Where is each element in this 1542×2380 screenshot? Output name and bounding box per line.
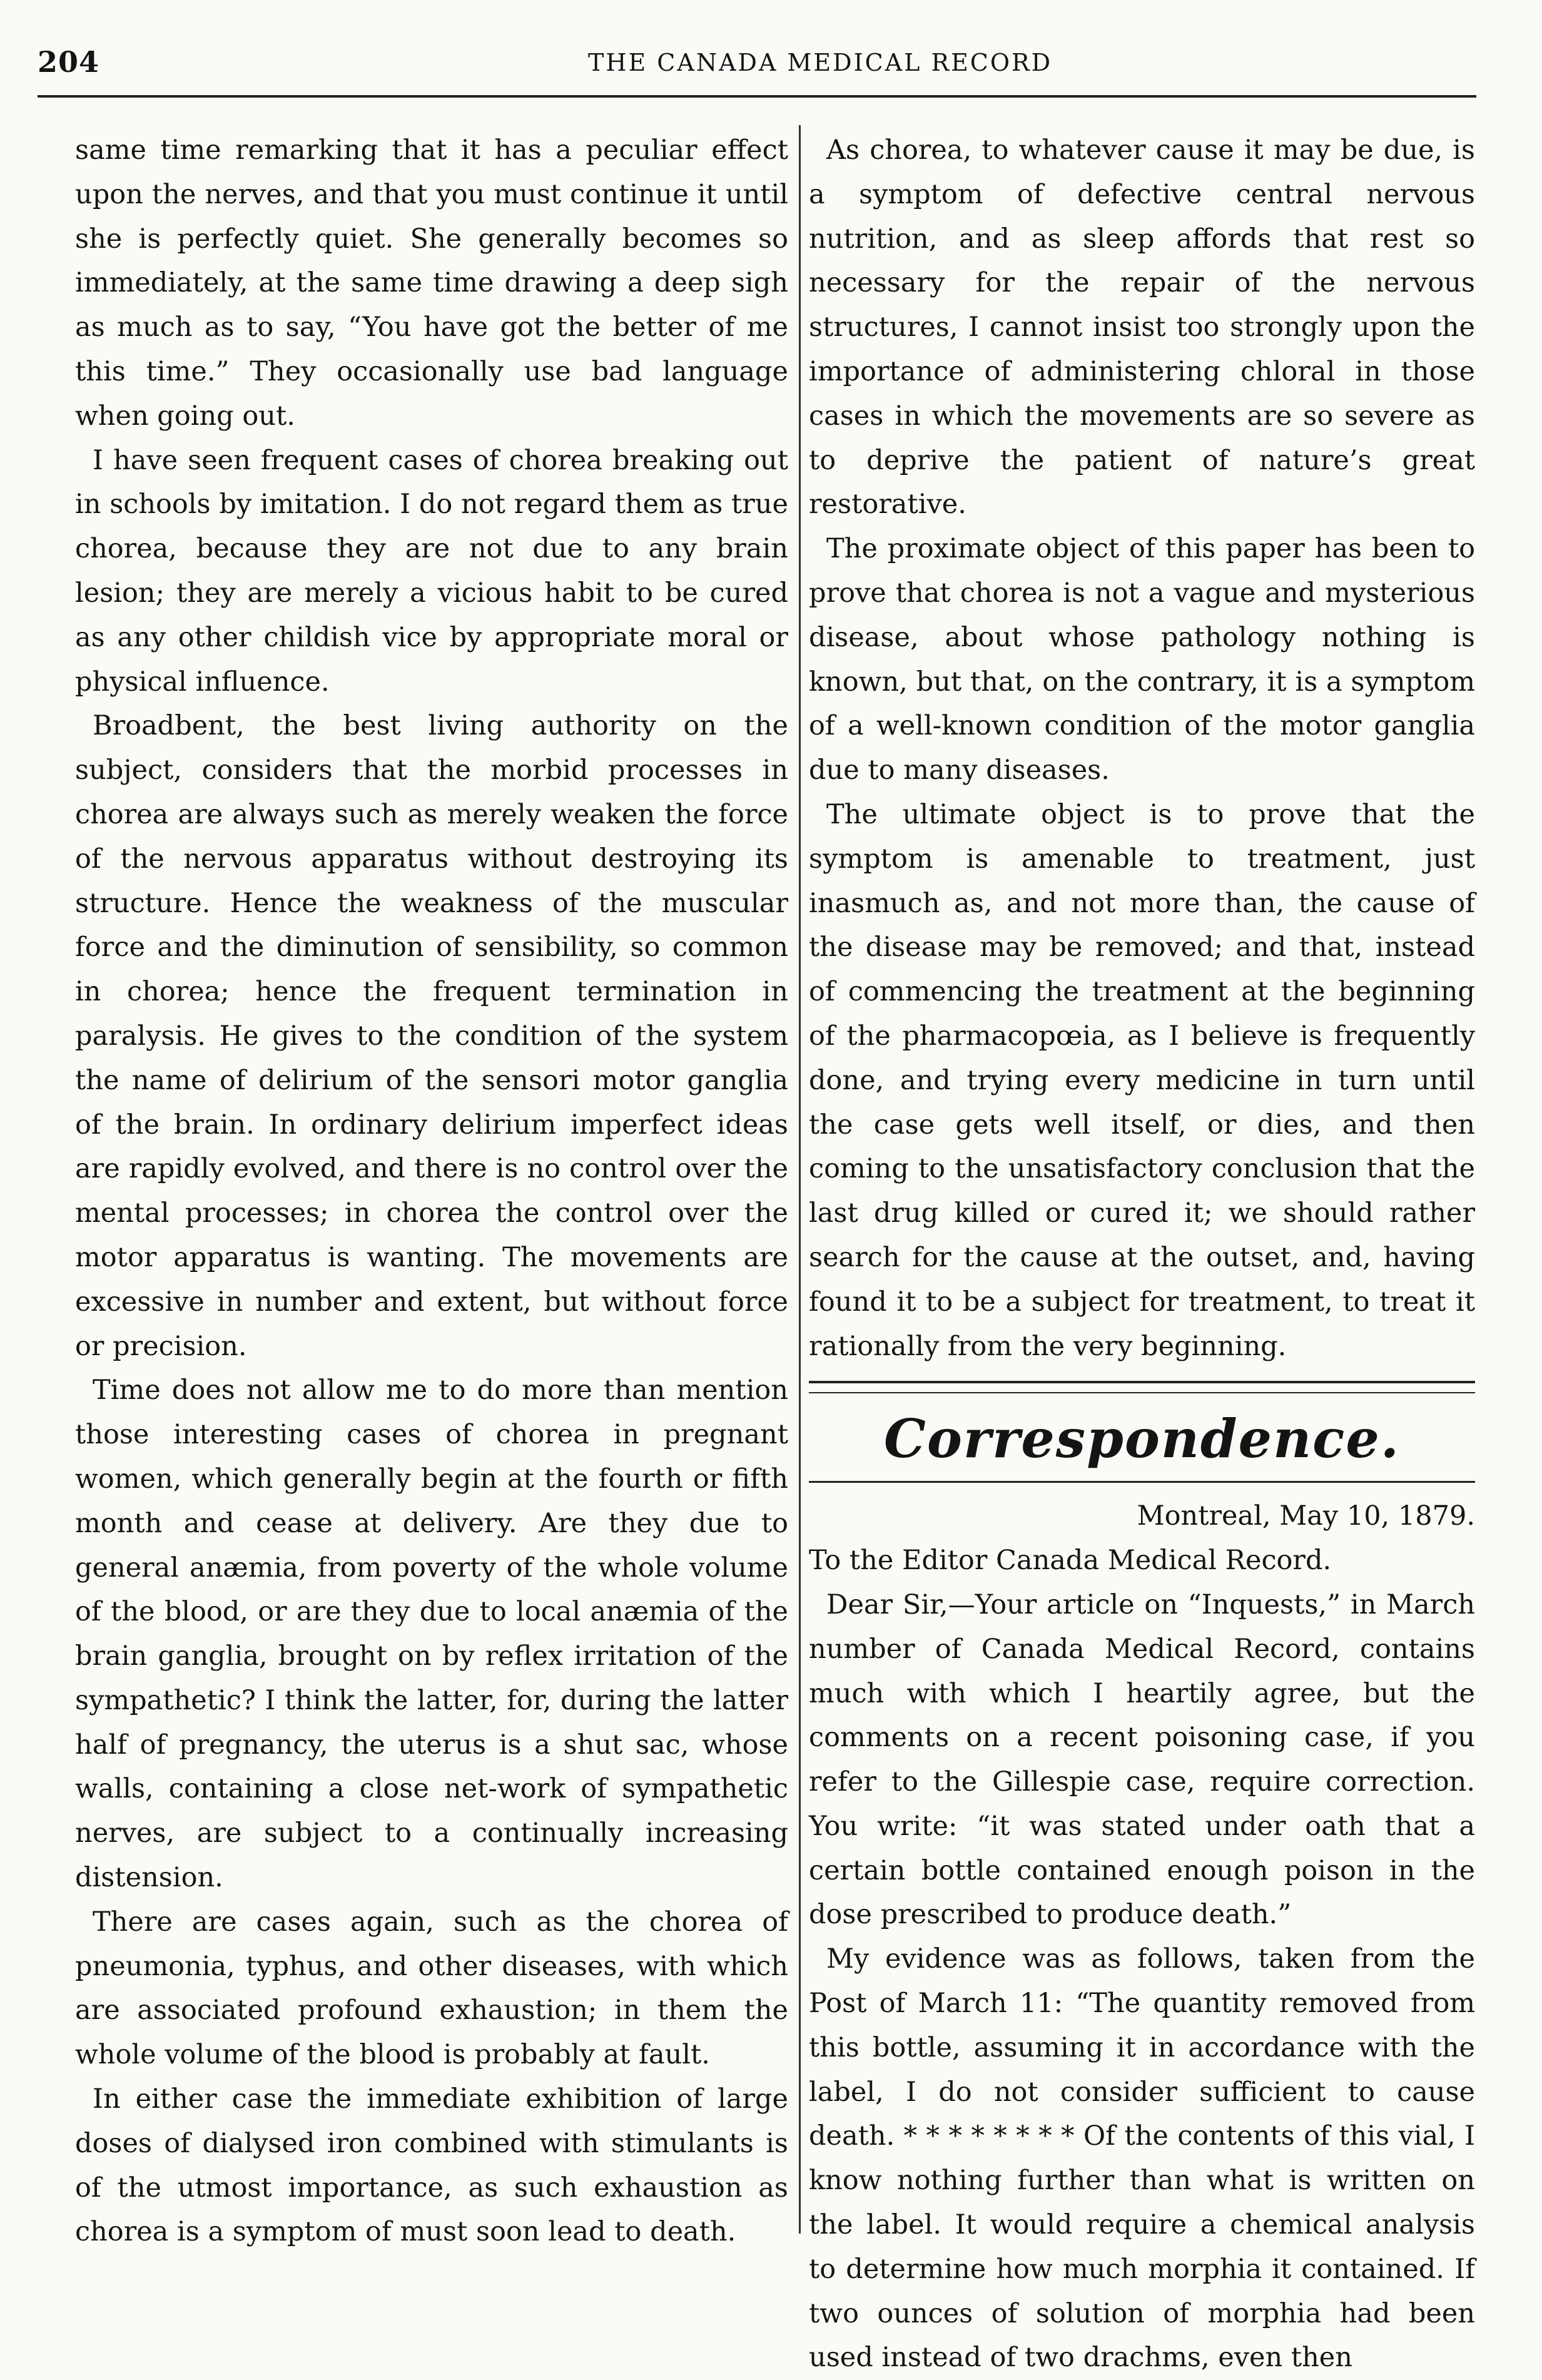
correspondence-heading: Correspondence. [883,1408,1401,1470]
column-divider [799,125,801,2234]
left-paragraph-3: Broadbent, the best living authority on the subject, considers that the morbid processes in chorea are always such as merely weaken the force of the nervous apparatus without destroying its structure. Hence the weakness of the muscular force and the diminution of sensibility, so common in chorea; hence the frequent termination in paralysis. He gives to the condition of the system the name of delirium of the sensori motor ganglia of the brain. In ordinary delirium imperfect ideas are rapidly evolved, and there is no control over the mental processes; in chorea the control over the motor apparatus is wanting. The movements are excessive in number and extent, but without force or precision. [75,710,788,1362]
section-rule [809,1481,1475,1483]
left-paragraph-6: In either case the immediate exhibition of large doses of dialysed iron combined with stimulants is of the utmost importance, as such exhaustion as chorea is a symptom of must soon lead to death. [75,2083,788,2248]
left-column [75,128,788,2254]
page-header [38,45,1476,89]
letter-dateline: Montreal, May 10, 1879. [1137,1500,1475,1532]
letter-paragraph-2: My evidence was as follows, taken from the Post of March 11: “The quantity removed from this bottle, assuming it in accordance with the label, I do not consider sufficient to cause death. * * * * * * * * Of the contents of this vial, I know nothing further than what is written on the label. It would require a chemical analysis to determine how much morphia it contained. If two ounces of solution of morphia had been used instead of two drachms, even then [809,1943,1475,2374]
letter-addressee: To the Editor Canada Medical Record. [809,1545,1332,1577]
left-paragraph-4: Time does not allow me to do more than mention those interesting cases of chorea in pregnant women, which generally begin at the fourth or fifth month and cease at delivery. Are they due to general anæmia, from poverty of the whole volume of the blood, or are they due to local anæmia of the brain ganglia, brought on by reflex irritation of the sympathetic? I think the latter, for, during the latter half of pregnancy, the uterus is a shut sac, whose walls, containing a close net-work of sympathetic nerves, are subject to a continually increasing distension. [75,1375,788,1894]
left-paragraph-1: same time remarking that it has a peculiar effect upon the nerves, and that you must continue it until she is perfectly quiet. She generally becomes so immediately, at the same time drawing a deep sigh as much as to say, “You have got the better of me this time.” They occasionally use bad language when going out. [75,135,788,432]
header-rule [38,95,1476,98]
section-double-rule [809,1381,1475,1393]
page-number: 204 [38,45,100,79]
right-paragraph-1: As chorea, to whatever cause it may be due, is a symptom of defective central nervous nutrition, and as sleep affords that rest so necessary for the repair of the nervous structures, I cannot insist too strongly upon the importance of administering chloral in those cases in which the movements are so severe as to deprive the patient of nature’s great restorative. [809,135,1475,521]
running-title: THE CANADA MEDICAL RECORD [588,49,1053,76]
left-paragraph-2: I have seen frequent cases of chorea breaking out in schools by imitation. I do not regard them as true chorea, because they are not due to any brain lesion; they are merely a vicious habit to be cured as any other childish vice by appropriate moral or physical influence. [75,444,788,698]
right-paragraph-3: The ultimate object is to prove that the symptom is amenable to treatment, just inasmuch as, and not more than, the cause of the disease may be removed; and that, instead of commencing the treatment at the beginning of the pharmacopœia, as I believe is frequently done, and trying every medicine in turn until the case gets well itself, or dies, and then coming to the unsatisfactory conclusion that the last drug killed or cured it; we should rather search for the cause at the outset, and, having found it to be a subject for treatment, to treat it rationally from the very beginning. [809,798,1475,1362]
right-paragraph-2: The proximate object of this paper has been to prove that chorea is not a vague and mysterious disease, about whose pathology nothing is known, but that, on the contrary, it is a symptom of a well-known condition of the motor ganglia due to many diseases. [809,533,1475,786]
right-column [809,128,1475,2380]
left-paragraph-5: There are cases again, such as the chorea of pneumonia, typhus, and other diseases, with which are associated profound exhaustion; in them the whole volume of the blood is probably at fault. [75,1906,788,2071]
letter-paragraph-1: Dear Sir,—Your article on “Inquests,” in March number of Canada Medical Record, contains much with which I heartily agree, but the comments on a recent poisoning case, if you refer to the Gillespie case, require correction. You write: “it was stated under oath that a certain bottle contained enough poison in the dose prescribed to produce death.” [809,1589,1475,1931]
